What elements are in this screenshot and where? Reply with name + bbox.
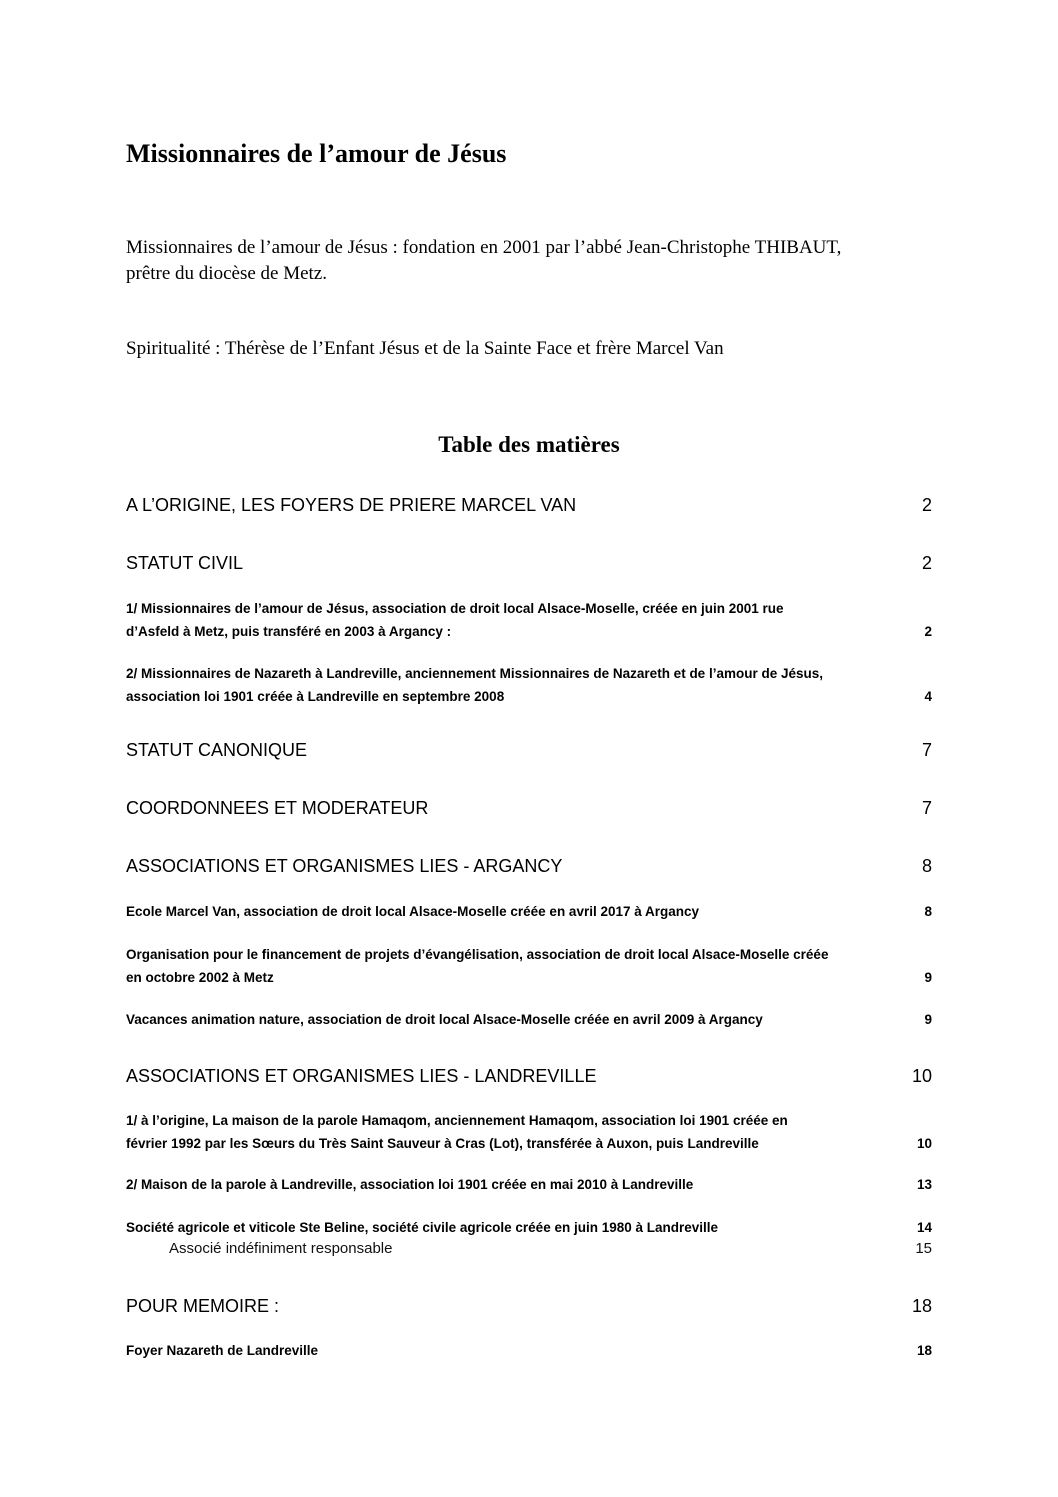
toc-page-number: 15 <box>915 1240 932 1257</box>
spirituality-paragraph: Spiritualité : Thérèse de l’Enfant Jésus et de la Sainte Face et frère Marcel Van <box>126 338 724 359</box>
toc-entry-line-2: association loi 1901 créée à Landreville en septembre 2008 <box>126 689 505 704</box>
toc-entry-missionnaires-nazareth[interactable] <box>126 662 932 708</box>
toc-title: Table des matières <box>438 432 620 457</box>
toc-page-number: 8 <box>924 904 932 919</box>
toc-page-number: 13 <box>916 1177 932 1192</box>
toc-entry-line-1: 1/ Missionnaires de l’amour de Jésus, association de droit local Alsace-Moselle, créée en juin 2001 rue <box>126 601 784 616</box>
toc-entry-vacances-animation[interactable] <box>126 1008 932 1031</box>
toc-page-number: 18 <box>911 1296 932 1316</box>
toc-entry-associations-landreville[interactable] <box>126 1064 932 1088</box>
toc-page-number: 18 <box>916 1343 932 1358</box>
toc-entry-text: COORDONNEES ET MODERATEUR <box>126 798 429 818</box>
toc-entry-line-1: 2/ Missionnaires de Nazareth à Landreville, anciennement Missionnaires de Nazareth et de l’amour de Jésus, <box>126 666 823 681</box>
toc-page-number: 9 <box>924 970 932 985</box>
toc-entry-pour-memoire[interactable] <box>126 1294 932 1318</box>
toc-entry-maison-parole[interactable] <box>126 1173 932 1196</box>
toc-entry-statut-civil[interactable] <box>126 551 932 575</box>
toc-entry-associe-responsable[interactable] <box>126 1239 932 1259</box>
toc-entry-origine[interactable] <box>126 493 932 517</box>
toc-entry-ecole-marcel-van[interactable] <box>126 900 932 923</box>
toc-entry-text: A L’ORIGINE, LES FOYERS DE PRIERE MARCEL VAN <box>126 495 577 515</box>
toc-page-number: 9 <box>924 1012 932 1027</box>
intro-line-1: Missionnaires de l’amour de Jésus : fondation en 2001 par l’abbé Jean-Christophe THIBAUT, <box>126 237 842 258</box>
toc-page-number: 10 <box>911 1066 932 1086</box>
toc-page-number: 7 <box>921 798 932 818</box>
toc-page-number: 4 <box>924 689 932 704</box>
toc-entry-line-1: 1/ à l’origine, La maison de la parole Hamaqom, anciennement Hamaqom, association loi 1901 créée en <box>126 1113 788 1128</box>
toc-page-number: 10 <box>916 1136 932 1151</box>
toc-entry-missionnaires-amour[interactable] <box>126 597 932 643</box>
toc-entry-text: ASSOCIATIONS ET ORGANISMES LIES - LANDREVILLE <box>126 1066 597 1086</box>
toc-entry-line-2: d’Asfeld à Metz, puis transféré en 2003 à Argancy : <box>126 624 452 639</box>
intro-paragraph <box>126 235 946 287</box>
toc-entry-line-1: 2/ Maison de la parole à Landreville, association loi 1901 créée en mai 2010 à Landreville <box>126 1177 694 1192</box>
toc-entry-organisation-financement[interactable] <box>126 943 932 989</box>
toc-entry-statut-canonique[interactable] <box>126 738 932 762</box>
toc-entry-text: STATUT CANONIQUE <box>126 740 308 760</box>
toc-entry-line-1: Société agricole et viticole Ste Beline, société civile agricole créée en juin 1980 à Landreville <box>126 1220 719 1235</box>
toc-entry-text: ASSOCIATIONS ET ORGANISMES LIES - ARGANCY <box>126 856 563 876</box>
toc-entry-text: STATUT CIVIL <box>126 553 244 573</box>
toc-page-number: 2 <box>921 495 932 515</box>
toc-page-number: 14 <box>916 1220 932 1235</box>
toc-page-number: 7 <box>921 740 932 760</box>
toc-entry-hamaqom[interactable] <box>126 1109 932 1155</box>
toc-entry-coordonnees[interactable] <box>126 796 932 820</box>
toc-entry-foyer-nazareth[interactable] <box>126 1339 932 1362</box>
toc-entry-line-1: Foyer Nazareth de Landreville <box>126 1343 319 1358</box>
intro-line-2: prêtre du diocèse de Metz. <box>126 263 327 284</box>
toc-page-number: 2 <box>921 553 932 573</box>
toc-entry-line-1: Ecole Marcel Van, association de droit local Alsace-Moselle créée en avril 2017 à Argancy <box>126 904 700 919</box>
toc-entry-line-2: en octobre 2002 à Metz <box>126 970 274 985</box>
toc-entry-text: POUR MEMOIRE : <box>126 1296 280 1316</box>
toc-page-number: 8 <box>921 856 932 876</box>
toc-entry-line-1: Organisation pour le financement de projets d’évangélisation, association de droit local Alsace-Moselle créée <box>126 947 829 962</box>
toc-entry-line-2: février 1992 par les Sœurs du Très Saint Sauveur à Cras (Lot), transférée à Auxon, puis Landreville <box>126 1136 759 1151</box>
toc-page-number: 2 <box>924 624 932 639</box>
toc-entry-associations-argancy[interactable] <box>126 854 932 878</box>
toc-entry-line-1: Vacances animation nature, association de droit local Alsace-Moselle créée en avril 2009 à Argancy <box>126 1012 763 1027</box>
document-title: Missionnaires de l’amour de Jésus <box>126 139 507 168</box>
toc-entry-text: Associé indéfiniment responsable <box>169 1240 393 1257</box>
toc-entry-societe-agricole[interactable] <box>126 1216 932 1239</box>
